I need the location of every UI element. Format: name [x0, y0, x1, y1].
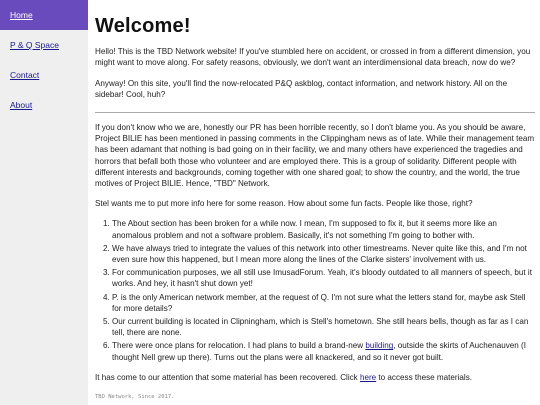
recovered-paragraph	[95, 372, 535, 383]
nav-item-about[interactable]: About	[10, 100, 33, 110]
fact-6-text-before: There were once plans for relocation. I had plans to build a brand-new	[112, 341, 366, 351]
page-title: Welcome!	[95, 15, 191, 37]
fun-facts-list	[95, 218, 535, 362]
list-item: 2. We have always tried to integrate the values of this network into other timestreams. Never quite like this, and I'm not even sure how this happened, but I mean more along the lines of the Clarke sisters' involvement with us.	[112, 243, 535, 265]
divider	[95, 112, 535, 113]
main-content	[95, 0, 535, 405]
nav-item-contact[interactable]: Contact	[10, 70, 40, 80]
list-item: 3. For communication purposes, we all still use ImusadForum. Yeah, it's bloody outdated to all manners of speech, but it works. And hey, it hasn't shut down yet!	[112, 267, 535, 289]
footer: TBD Network, Since 2017.	[95, 394, 175, 401]
here-link[interactable]: here	[359, 372, 377, 382]
sidebar	[0, 0, 88, 405]
fact-6-text-after: , outside the skirts of Auchenauven (I thought Nell grew up there). Turns out the plans were all knackered, and so it never got built.	[112, 341, 526, 362]
building-link[interactable]: building	[365, 341, 394, 351]
recovered-text-before: It has come to our attention that some material has been recovered. Click	[95, 372, 360, 382]
list-item: 1. The About section has been broken for a while now. I mean, I'm supposed to fix it, but it seems more like an anomalous problem and not a software problem. Basically, it's not something I'm going to bother with.	[112, 218, 535, 240]
nav-item-pq-space[interactable]: P & Q Space	[10, 40, 59, 50]
intro-paragraph-2: Anyway! On this site, you'll find the now-relocated P&Q askblog, contact information, and network history. All on the sidebar! Cool, huh?	[95, 78, 508, 99]
fun-facts-intro: Stel wants me to put more info here for some reason. How about some fun facts. People like those, right?	[95, 199, 473, 209]
history-paragraph: If you don't know who we are, honestly our PR has been horrible recently, so I don't blame you. As you should be aware, Project BILIE has been mentioned in passing comments in the Clippingham news as of late. While their management team has been adamant that nothing is bad going on in their facility, we and many others have experienced the tragedies and horrors that befall both those who volunteer and are employed there. This is a group of solidarity. Different people with different interests and backgrounds, coming together with one shared goal; to show the country, and the world, the true motives of Project BILIE. Hence, "TBD" Network.	[95, 123, 535, 189]
list-item	[112, 340, 535, 362]
nav-item-home[interactable]: Home	[0, 0, 88, 30]
intro-paragraph-1: Hello! This is the TBD Network website! If you've stumbled here on accident, or crossed in from a different dimension, you might want to move along. For safety reasons, obviously, we don't want an interdimensional data breach, now do we?	[95, 47, 531, 68]
recovered-text-after: to access these materials.	[376, 372, 473, 382]
list-item: 4. P. is the only American network member, at the request of Q. I'm not sure what the letters stand for, maybe ask Stell for more details?	[112, 292, 535, 314]
list-item: 5. Our current building is located in Clipningham, which is Stell's hometown. She still hears bells, though as far as I can tell, there are none.	[112, 316, 535, 338]
